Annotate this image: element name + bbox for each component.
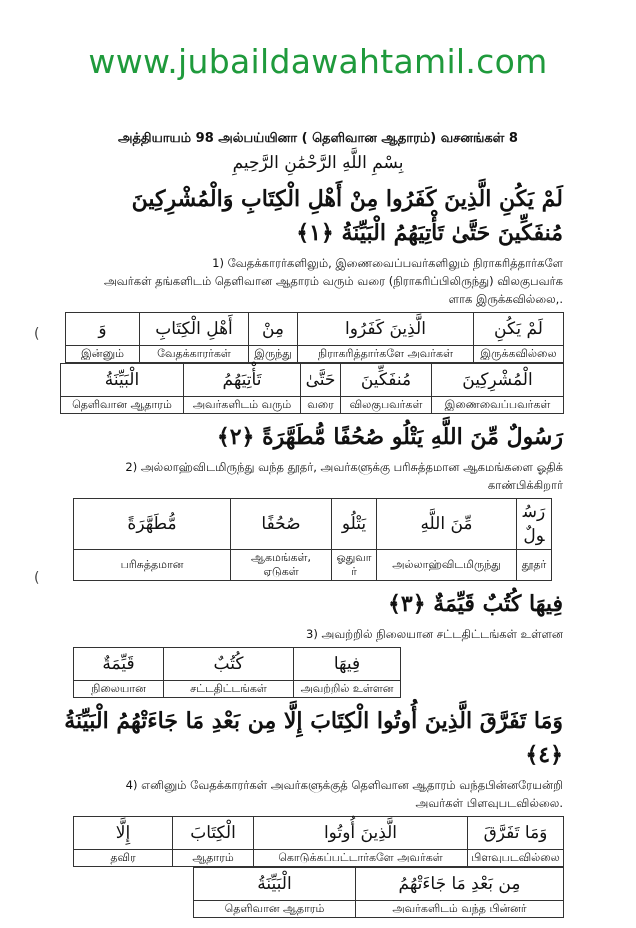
translation-line: 3) அவற்றில் நிலையான சட்டதிட்டங்கள் உள்ளன (306, 627, 563, 641)
tamil-meaning: அல்லாஹ்விடமிருந்து (377, 550, 517, 581)
tamil-meaning: தெளிவான ஆதாரம் (194, 901, 356, 918)
verse-arabic-2: رَسُولٌ مِّنَ اللَّهِ يَتْلُو صُحُفًا مُّطَهَّرَةً ﴿٢﴾ (216, 424, 563, 450)
arabic-word: لَمْ يَكُنِ (474, 313, 564, 346)
arabic-row (66, 313, 564, 346)
verse-section-3 (63, 587, 563, 698)
verse-translation-1 (63, 254, 563, 308)
tamil-row (194, 901, 564, 918)
tamil-meaning: தூதர் (517, 550, 552, 581)
verse-section-4 (63, 704, 563, 918)
tamil-meaning: இன்னும் (66, 346, 140, 363)
arabic-word: مُنفَكِّينَ (341, 364, 432, 397)
word-table (73, 816, 564, 867)
arabic-word: إِلَّا (74, 817, 173, 850)
tamil-meaning: நிராகரித்தார்களே அவர்கள் (298, 346, 474, 363)
tamil-meaning: அவற்றில் உள்ளன (294, 681, 401, 698)
tamil-meaning: பரிசுத்தமான (74, 550, 231, 581)
arabic-word: وَمَا تَفَرَّقَ (468, 817, 564, 850)
arabic-word: كُتُبٌ (164, 648, 294, 681)
chapter-title: அத்தியாயம் 98 அல்பய்யினா ( தெளிவான ஆதாரம்) வசனங்கள் 8 (118, 131, 518, 146)
arabic-row (194, 868, 564, 901)
arabic-word: الْكِتَابَ (173, 817, 254, 850)
tamil-row (61, 397, 564, 414)
tamil-meaning: பிளவுபடவில்லை (468, 850, 564, 867)
tamil-meaning: அவர்களிடம் வரும் (184, 397, 301, 414)
tamil-meaning: ஆகமங்கள், ஏடுகள் (231, 550, 332, 581)
arabic-word: صُحُفًا (231, 499, 332, 550)
word-table (65, 312, 564, 363)
verse-arabic-4: وَمَا تَفَرَّقَ الَّذِينَ أُوتُوا الْكِتَابَ إِلَّا مِن بَعْدِ مَا جَاءَتْهُمُ الْبَيِّنَةُ ﴿٤﴾ (64, 708, 563, 768)
verse-translation-4 (63, 776, 563, 812)
verse-section-2 (63, 420, 563, 581)
word-table (193, 867, 564, 918)
tamil-meaning: சட்டதிட்டங்கள் (164, 681, 294, 698)
arabic-word: الْبَيِّنَةُ (194, 868, 356, 901)
tamil-meaning: தவிர (74, 850, 173, 867)
tamil-row (74, 850, 564, 867)
translation-line: ளாக இருக்கவில்லை,. (448, 292, 563, 306)
verse-section-1 (63, 182, 563, 414)
tamil-meaning: இருக்கவில்லை (474, 346, 564, 363)
arabic-word: رَسُولٌ (517, 499, 552, 550)
basmala: بِسْمِ اللَّهِ الرَّحْمَٰنِ الرَّحِيمِ (232, 153, 404, 173)
arabic-word: الْمُشْرِكِينَ (432, 364, 564, 397)
arabic-word: الْبَيِّنَةُ (61, 364, 184, 397)
verse-arabic-1: لَمْ يَكُنِ الَّذِينَ كَفَرُوا مِنْ أَهْلِ الْكِتَابِ وَالْمُشْرِكِينَ مُنفَكِّينَ حَتَّىٰ تَأْتِيَهُمُ الْبَيِّنَةُ ﴿١﴾ (131, 186, 563, 246)
tamil-meaning: ஆதாரம் (173, 850, 254, 867)
word-table (73, 647, 401, 698)
tamil-meaning: அவர்களிடம் வந்த பின்னர் (356, 901, 564, 918)
translation-line: அவர்கள் தங்களிடம் தெளிவான ஆதாரம் வரும் வரை (நிராகரிப்பிலிருந்து) விலகுபவர்க (103, 274, 563, 288)
translation-line: அவர்கள் பிளவுபடவில்லை. (415, 796, 563, 810)
arabic-word: الَّذِينَ أُوتُوا (254, 817, 468, 850)
site-url-header: www.jubaildawahtamil.com (88, 42, 548, 81)
arabic-word: الَّذِينَ كَفَرُوا (298, 313, 474, 346)
verse-arabic-3: فِيهَا كُتُبٌ قَيِّمَةٌ ﴿٣﴾ (388, 591, 563, 617)
arabic-row (61, 364, 564, 397)
verse-translation-2 (63, 458, 563, 494)
tamil-meaning: தெளிவான ஆதாரம் (61, 397, 184, 414)
verses-content (0, 182, 636, 918)
arabic-word: مِن بَعْدِ مَا جَاءَتْهُمُ (356, 868, 564, 901)
word-table (73, 498, 552, 581)
word-table (60, 363, 564, 414)
translation-line: காண்பிக்கிறார் (487, 478, 563, 492)
arabic-word: مِنْ (249, 313, 298, 346)
arabic-row (74, 817, 564, 850)
arabic-word: مِّنَ اللَّهِ (377, 499, 517, 550)
translation-line: 2) அல்லாஹ்விடமிருந்து வந்த தூதர், அவர்களுக்கு பரிசுத்தமான ஆகமங்களை ஓதிக் (125, 460, 563, 474)
tamil-meaning: கொடுக்கப்பட்டார்களே அவர்கள் (254, 850, 468, 867)
tamil-meaning: இணைவைப்பவர்கள் (432, 397, 564, 414)
arabic-word: يَتْلُو (332, 499, 377, 550)
arabic-word: فِيهَا (294, 648, 401, 681)
margin-mark: ( (34, 326, 40, 342)
arabic-word: وَ (66, 313, 140, 346)
tamil-row (66, 346, 564, 363)
tamil-meaning: ஓதுவார் (332, 550, 377, 581)
tamil-meaning: நிலையான (74, 681, 164, 698)
tamil-row (74, 681, 401, 698)
arabic-word: حَتَّىٰ (301, 364, 341, 397)
tamil-meaning: இருந்து (249, 346, 298, 363)
arabic-word: مُّطَهَّرَةً (74, 499, 231, 550)
tamil-row (74, 550, 552, 581)
arabic-word: تَأْتِيَهُمُ (184, 364, 301, 397)
margin-mark: ( (34, 570, 40, 586)
tamil-meaning: வேதக்காரர்கள் (140, 346, 249, 363)
arabic-row (74, 499, 552, 550)
verse-translation-3 (63, 625, 563, 643)
translation-line: 4) எனினும் வேதக்காரர்கள் அவர்களுக்குத் தெளிவான ஆதாரம் வந்தபின்னரேயன்றி (125, 778, 563, 792)
arabic-row (74, 648, 401, 681)
tamil-meaning: வரை (301, 397, 341, 414)
arabic-word: قَيِّمَةٌ (74, 648, 164, 681)
translation-line: 1) வேதக்காரர்களிலும், இணைவைப்பவர்களிலும் நிராகரித்தார்களே (212, 256, 563, 270)
tamil-meaning: விலகுபவர்கள் (341, 397, 432, 414)
arabic-word: أَهْلِ الْكِتَابِ (140, 313, 249, 346)
